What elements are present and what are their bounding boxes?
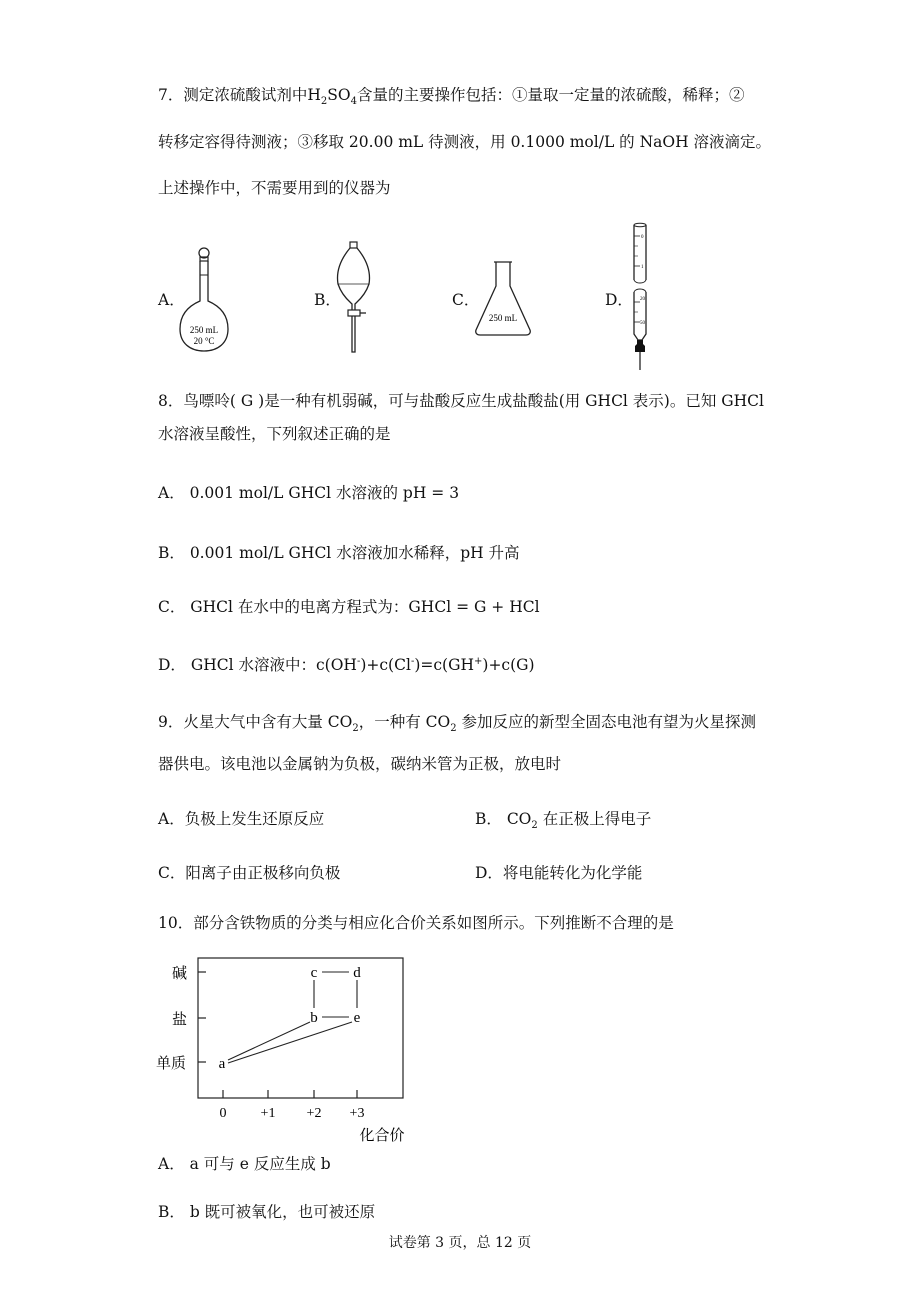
- q7-option-b: B．: [314, 291, 341, 309]
- page-footer: 试卷第 3 页，总 12 页: [388, 1235, 532, 1251]
- iron-valence-diagram: [156, 950, 420, 1150]
- burette-mark-0: 0: [641, 235, 644, 240]
- q7-option-c: C．: [452, 291, 480, 309]
- formula-so: SO: [327, 86, 351, 104]
- q7-line-3: 上述操作中，不需要用到的仪器为: [158, 179, 391, 197]
- q8-optd-post: )+c(G): [482, 656, 535, 675]
- edge-a-b: [228, 1022, 310, 1060]
- x-label-plus2: +2: [306, 1106, 322, 1121]
- q10-option-a: A． a 可与 e 反应生成 b: [158, 1155, 331, 1173]
- burette-mark-20: 20: [640, 297, 645, 302]
- point-a: a: [218, 1056, 226, 1072]
- q8-optd-sup-2: -: [410, 656, 415, 667]
- q7-option-a: A．: [158, 291, 185, 309]
- q8-line-2: 水溶液呈酸性，下列叙述正确的是: [158, 425, 391, 443]
- flask-label-volume: 250 mL: [189, 325, 219, 335]
- q9-optb-sub: 2: [531, 820, 538, 832]
- q9-optb-pre: B． CO: [475, 810, 532, 828]
- q9-optb-post: 在正极上得电子: [537, 810, 652, 828]
- point-c: c: [310, 965, 318, 981]
- point-e: e: [353, 1010, 361, 1026]
- formula-h: H: [307, 86, 321, 104]
- x-axis-title: 化合价: [359, 1126, 405, 1144]
- x-label-plus1: +1: [260, 1106, 276, 1121]
- q9-option-d: D．将电能转化为化学能: [475, 864, 643, 882]
- point-b: b: [310, 1010, 318, 1026]
- q7-line1-post: 含量的主要操作包括：①量取一定量的浓硫酸，稀释；②: [356, 86, 745, 104]
- q9-sub-1: 2: [352, 723, 359, 735]
- q8-line-1: 8．鸟嘌呤( G )是一种有机弱碱，可与盐酸反应生成盐酸盐(用 GHCl 表示)。已知 GHCl: [158, 392, 765, 410]
- q8-optd-sup-1: -: [356, 656, 361, 667]
- diagram-frame: [198, 958, 403, 1098]
- q9-line1-pre: 9．火星大气中含有大量 CO: [158, 713, 353, 731]
- q8-optd-sup-3: +: [474, 656, 483, 667]
- q10-option-b: B． b 既可被氧化，也可被还原: [158, 1203, 376, 1221]
- q8-option-c: C． GHCl 在水中的电离方程式为：GHCl = G + HCl: [158, 598, 540, 616]
- q7-line1-pre: 7．测定浓硫酸试剂中: [158, 86, 308, 104]
- q9-line-1: [158, 711, 756, 740]
- y-label-base: 碱: [172, 964, 188, 982]
- y-label-element: 单质: [156, 1054, 187, 1072]
- q7-line-1: [158, 84, 745, 113]
- q9-option-b: [475, 808, 651, 837]
- y-label-salt: 盐: [172, 1010, 188, 1028]
- q8-optd-mid-2: )=c(GH: [414, 656, 474, 675]
- q9-line-2: 器供电。该电池以金属钠为负极，碳纳米管为正极，放电时: [158, 755, 562, 773]
- erlenmeyer-label-volume: 250 mL: [488, 313, 518, 323]
- q9-line1-mid: ，一种有 CO: [358, 713, 451, 731]
- burette-mark-50: 50: [640, 321, 645, 326]
- burette-icon: [626, 222, 660, 372]
- burette-mark-1: 1: [641, 265, 644, 270]
- q7-line-2: 转移定容得待测液；③移取 20.00 mL 待测液，用 0.1000 mol/L 的 NaOH 溶液滴定。: [158, 133, 772, 151]
- edge-a-e: [228, 1022, 352, 1063]
- x-label-0: 0: [219, 1106, 227, 1121]
- flask-label-temp: 20 °C: [193, 336, 215, 346]
- point-d: d: [353, 965, 361, 981]
- q8-option-b: B． 0.001 mol/L GHCl 水溶液加水稀释，pH 升高: [158, 544, 520, 562]
- h2so4-formula: [307, 86, 357, 108]
- q10-stem: 10．部分含铁物质的分类与相应化合价关系如图所示。下列推断不合理的是: [158, 914, 674, 932]
- q8-option-a: A． 0.001 mol/L GHCl 水溶液的 pH = 3: [158, 484, 460, 502]
- separatory-funnel-icon: [334, 240, 374, 358]
- q9-option-c: C．阳离子由正极移向负极: [158, 864, 341, 882]
- formula-sub-2: 2: [320, 96, 328, 108]
- q8-optd-mid-1: )+c(Cl: [360, 656, 411, 675]
- q9-sub-2: 2: [450, 723, 457, 735]
- volumetric-flask-icon: [178, 245, 234, 355]
- x-label-plus3: +3: [349, 1106, 365, 1121]
- q9-option-a: A．负极上发生还原反应: [158, 810, 325, 828]
- q9-line1-post: 参加反应的新型全固态电池有望为火星探测: [456, 713, 757, 731]
- q8-optd-pre: D． GHCl 水溶液中：c(OH: [158, 656, 357, 675]
- q8-option-d: [158, 651, 535, 676]
- q7-option-d: D．: [605, 291, 633, 309]
- formula-sub-4: 4: [350, 96, 357, 108]
- erlenmeyer-flask-icon: [472, 258, 534, 338]
